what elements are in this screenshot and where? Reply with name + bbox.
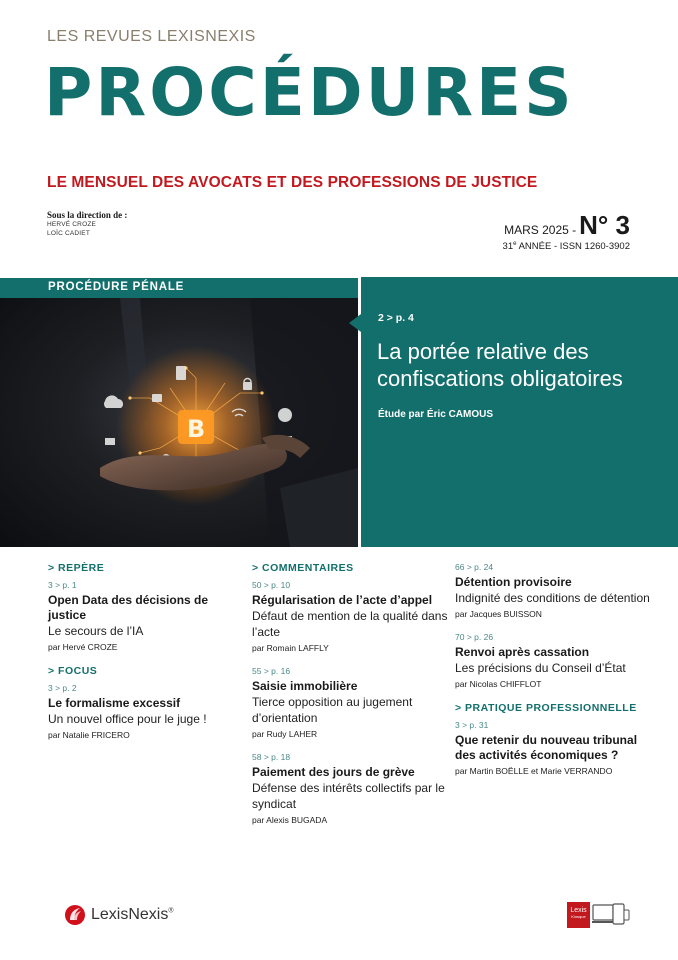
toc-article[interactable]	[252, 666, 452, 739]
article-title: Saisie immobilière	[252, 679, 358, 693]
article-author: par Romain LAFFLY	[252, 643, 329, 653]
article-title: Régularisation de l’acte d’appel	[252, 593, 433, 607]
toc-column-left	[48, 562, 248, 753]
feature-article[interactable]	[361, 277, 678, 547]
toc-article[interactable]	[455, 632, 655, 689]
toc-article[interactable]	[48, 683, 248, 740]
article-author: par Natalie FRICERO	[48, 730, 130, 740]
article-subtitle: Indignité des conditions de détention	[455, 591, 650, 605]
article-page-ref: 50 > p. 10	[252, 580, 291, 590]
toc-section	[48, 665, 248, 740]
toc-section	[252, 562, 452, 825]
toc-column-middle	[252, 562, 452, 838]
article-author: par Hervé CROZE	[48, 642, 118, 652]
article-author: par Alexis BUGADA	[252, 815, 328, 825]
article-title: Paiement des jours de grève	[252, 765, 415, 779]
series-label: LES REVUES LEXISNEXIS	[47, 28, 256, 45]
journal-tagline: LE MENSUEL DES AVOCATS ET DES PROFESSIONS DE JUSTICE	[47, 174, 538, 191]
publisher-name: LexisNexis®	[91, 906, 174, 923]
article-title: Détention provisoire	[455, 575, 572, 589]
journal-title: PROCÉDURES	[44, 54, 575, 131]
article-page-ref: 3 > p. 1	[48, 580, 77, 590]
feature-author: Étude par Éric CAMOUS	[378, 409, 494, 420]
director-name: LOÏC CADIET	[47, 230, 91, 237]
article-page-ref: 66 > p. 24	[455, 562, 494, 572]
article-title: Que retenir du nouveau tribunal des activités économiques ?	[455, 733, 638, 762]
issue-year-issn: 31e ANNÉE - ISSN 1260-3902	[502, 241, 630, 253]
article-subtitle: Défaut de mention de la qualité dans l’acte	[252, 609, 448, 639]
article-page-ref: 3 > p. 2	[48, 683, 77, 693]
feature-page-ref: 2 > p. 4	[378, 312, 414, 324]
article-page-ref: 3 > p. 31	[455, 720, 489, 730]
toc-article[interactable]	[252, 752, 452, 825]
devices-icon	[592, 902, 630, 928]
issue-info	[503, 212, 630, 252]
article-author: par Jacques BUISSON	[455, 609, 542, 619]
issue-number: N° 3	[579, 210, 630, 240]
kiosque-badge	[567, 902, 630, 928]
article-subtitle: Les précisions du Conseil d’État	[455, 661, 626, 675]
toc-section	[48, 562, 248, 652]
kiosque-logo: Lexis Kiosque	[567, 902, 590, 928]
lexisnexis-logo-icon	[64, 904, 86, 926]
article-subtitle: Tierce opposition au jugement d’orientation	[252, 695, 413, 725]
section-heading: > REPÈRE	[48, 562, 105, 574]
article-subtitle: Un nouvel office pour le juge !	[48, 712, 207, 726]
article-page-ref: 70 > p. 26	[455, 632, 494, 642]
toc-article[interactable]	[252, 580, 452, 653]
bitcoin-icon: B	[186, 415, 206, 443]
article-page-ref: 58 > p. 18	[252, 752, 291, 762]
publisher-logo	[64, 904, 174, 926]
article-title: Open Data des décisions de justice	[48, 593, 209, 622]
toc-article[interactable]	[455, 720, 655, 776]
article-author: par Martin BOËLLE et Marie VERRANDO	[455, 766, 613, 776]
feature-title: La portée relative des confiscations obligatoires	[377, 339, 623, 391]
article-author: par Rudy LAHER	[252, 729, 318, 739]
cover-image	[0, 298, 358, 547]
toc-section	[455, 702, 655, 776]
toc-article[interactable]	[48, 580, 248, 652]
article-page-ref: 55 > p. 16	[252, 666, 291, 676]
section-heading: > PRATIQUE PROFESSIONNELLE	[455, 702, 637, 714]
article-subtitle: Défense des intérêts collectifs par le syndicat	[252, 781, 445, 811]
section-heading: > FOCUS	[48, 665, 98, 677]
toc-article[interactable]	[455, 562, 655, 619]
article-subtitle: Le secours de l’IA	[48, 624, 144, 638]
rubric-label: PROCÉDURE PÉNALE	[48, 281, 185, 293]
article-title: Le formalisme excessif	[48, 696, 181, 710]
section-heading: > COMMENTAIRES	[252, 562, 354, 574]
issue-date: MARS 2025 -	[504, 223, 577, 237]
article-author: par Nicolas CHIFFLOT	[455, 679, 542, 689]
rubric-bar	[0, 278, 358, 298]
director-name: HERVÉ CROZE	[47, 221, 97, 228]
toc-section	[455, 562, 655, 689]
toc-column-right	[455, 562, 655, 789]
direction-label: Sous la direction de :	[47, 210, 128, 220]
article-title: Renvoi après cassation	[455, 645, 590, 659]
editorial-direction	[47, 210, 127, 238]
